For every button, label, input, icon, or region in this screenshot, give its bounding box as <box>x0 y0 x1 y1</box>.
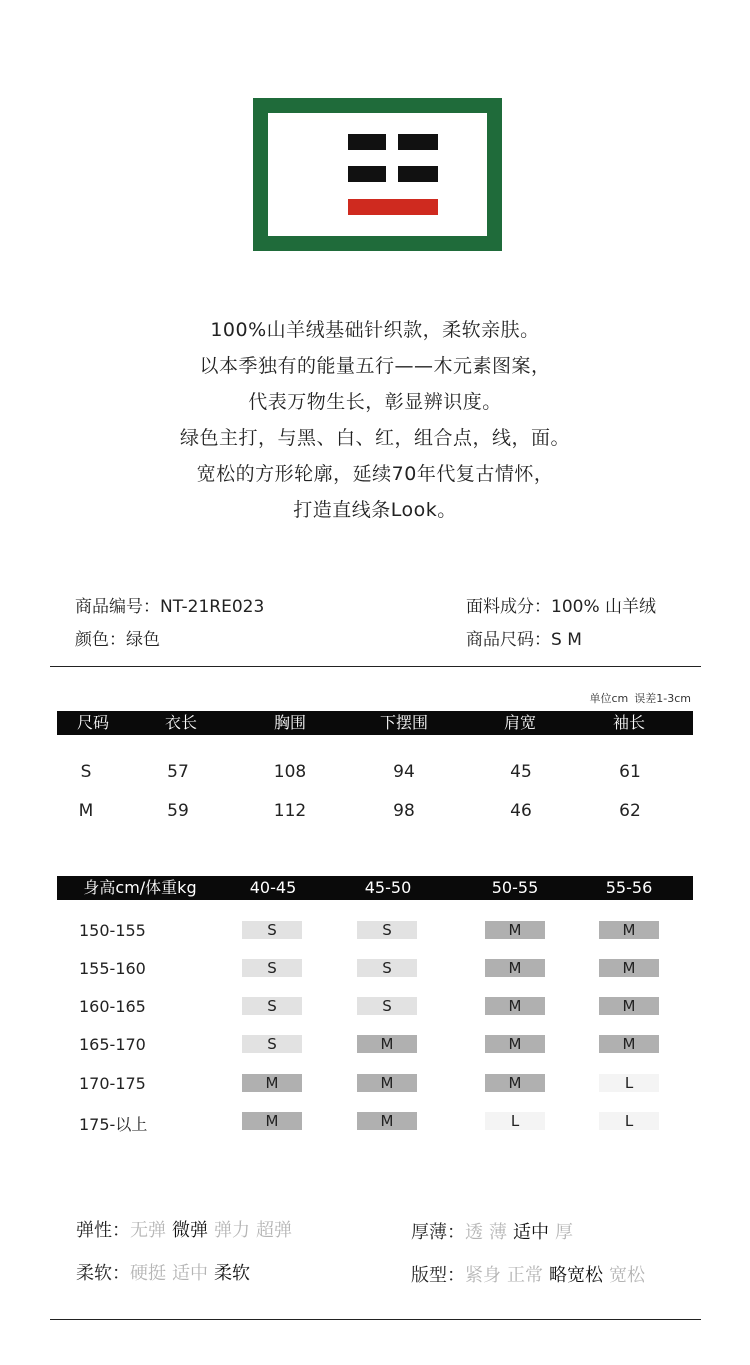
fit-attribute <box>411 1261 651 1287</box>
thickness-option: 透 <box>465 1222 483 1243</box>
fit-row-label: 165-170 <box>79 1035 146 1054</box>
fit-header-cell: 55-56 <box>605 878 653 897</box>
fit-row-label: 175-以上 <box>79 1115 148 1134</box>
size-cell: 57 <box>167 762 189 782</box>
fit-option: 紧身 <box>465 1265 501 1286</box>
product-code <box>75 592 264 617</box>
size-header-cell: 下摆围 <box>379 713 429 732</box>
logo-bar <box>398 166 438 182</box>
thickness-option: 薄 <box>489 1222 507 1243</box>
fit-size-cell: S <box>242 997 302 1015</box>
elasticity-label: 弹性： <box>76 1220 130 1241</box>
size-cell: 98 <box>393 801 415 821</box>
intro-line: 宽松的方形轮廓，延续70年代复古情怀， <box>196 463 554 485</box>
size-cell: 59 <box>167 801 189 821</box>
fit-header-cell: 身高cm/体重kg <box>83 878 197 897</box>
size-header-cell: 尺码 <box>76 713 110 732</box>
fit-size-cell: S <box>242 921 302 939</box>
fabric-label: 面料成分： <box>466 597 551 617</box>
fit-size-cell: M <box>485 1035 545 1053</box>
size-cell: 45 <box>510 762 532 782</box>
elasticity-attribute <box>76 1216 298 1242</box>
color-label: 颜色： <box>75 630 126 650</box>
bottom-divider <box>50 1319 701 1320</box>
fit-size-cell: M <box>485 921 545 939</box>
fit-size-cell: S <box>357 959 417 977</box>
fit-row-label: 160-165 <box>79 997 146 1016</box>
fit-size-cell: S <box>357 921 417 939</box>
sizes-label: 商品尺码： <box>466 630 551 650</box>
size-cell: 112 <box>273 801 307 821</box>
sizes-value: S M <box>551 630 582 650</box>
size-cell: S <box>80 762 92 782</box>
fit-size-cell: M <box>242 1112 302 1130</box>
size-header-cell: 胸围 <box>273 713 307 732</box>
fit-row-label: 150-155 <box>79 921 146 940</box>
softness-option: 柔软 <box>214 1263 250 1284</box>
fit-row-label: 155-160 <box>79 959 146 978</box>
intro-line: 绿色主打，与黑、白、红，组合点，线，面。 <box>179 427 570 449</box>
fit-size-cell: L <box>599 1112 659 1130</box>
product-sizes <box>466 625 582 650</box>
size-cell: M <box>78 801 94 821</box>
fit-size-cell: M <box>242 1074 302 1092</box>
fit-header-cell: 45-50 <box>364 878 412 897</box>
fit-size-cell: S <box>242 1035 302 1053</box>
intro-text <box>0 312 750 528</box>
intro-line: 打造直线条Look。 <box>293 499 457 521</box>
fit-size-cell: M <box>485 959 545 977</box>
fit-size-cell: M <box>599 1035 659 1053</box>
size-table-header <box>57 711 693 735</box>
fit-header-cell: 40-45 <box>249 878 297 897</box>
fit-table-header <box>57 876 693 900</box>
size-cell: 94 <box>393 762 415 782</box>
softness-attribute <box>76 1259 256 1285</box>
fit-size-cell: M <box>485 1074 545 1092</box>
intro-line: 100%山羊绒基础针织款，柔软亲肤。 <box>210 319 540 341</box>
unit-label: 单位cm <box>589 692 629 705</box>
fit-size-cell: M <box>485 997 545 1015</box>
softness-option: 硬挺 <box>130 1263 166 1284</box>
product-code-value: NT-21RE023 <box>160 597 265 617</box>
elasticity-option: 无弹 <box>130 1220 166 1241</box>
fit-label: 版型： <box>411 1265 465 1286</box>
softness-label: 柔软： <box>76 1263 130 1284</box>
divider <box>50 666 701 667</box>
size-cell: 108 <box>273 762 307 782</box>
fit-size-cell: M <box>599 921 659 939</box>
fit-size-cell: M <box>357 1112 417 1130</box>
logo-bar <box>348 134 386 150</box>
intro-line: 代表万物生长，彰显辨识度。 <box>248 391 502 413</box>
fit-size-cell: M <box>357 1035 417 1053</box>
size-cell: 62 <box>619 801 641 821</box>
logo-panel <box>268 113 487 236</box>
elasticity-option: 微弹 <box>172 1220 208 1241</box>
thickness-option: 适中 <box>513 1222 549 1243</box>
error-label: 误差1-3cm <box>634 692 691 705</box>
fit-option: 正常 <box>507 1265 543 1286</box>
fit-size-cell: M <box>357 1074 417 1092</box>
fit-size-cell: L <box>485 1112 545 1130</box>
fabric-value: 100% 山羊绒 <box>551 597 657 617</box>
size-header-cell: 衣长 <box>164 713 198 732</box>
elasticity-option: 超弹 <box>256 1220 292 1241</box>
product-color <box>75 625 160 650</box>
fabric-composition <box>466 592 656 617</box>
logo-bar <box>398 134 438 150</box>
fit-option: 略宽松 <box>549 1265 603 1286</box>
logo-red-bar <box>348 199 438 215</box>
fit-size-cell: S <box>357 997 417 1015</box>
elasticity-option: 弹力 <box>214 1220 250 1241</box>
size-cell: 46 <box>510 801 532 821</box>
fit-size-cell: L <box>599 1074 659 1092</box>
color-value: 绿色 <box>126 630 160 650</box>
size-header-cell: 袖长 <box>612 713 646 732</box>
fit-size-cell: M <box>599 997 659 1015</box>
fit-size-cell: S <box>242 959 302 977</box>
logo-bar <box>348 166 386 182</box>
fit-header-cell: 50-55 <box>491 878 539 897</box>
size-header-cell: 肩宽 <box>503 713 537 732</box>
product-code-label: 商品编号： <box>75 597 160 617</box>
fit-option: 宽松 <box>609 1265 645 1286</box>
fit-row-label: 170-175 <box>79 1074 146 1093</box>
thickness-option: 厚 <box>555 1222 573 1243</box>
size-cell: 61 <box>619 762 641 782</box>
intro-line: 以本季独有的能量五行——木元素图案， <box>199 355 551 377</box>
unit-note <box>590 690 692 706</box>
brand-logo <box>253 98 502 251</box>
softness-option: 适中 <box>172 1263 208 1284</box>
thickness-attribute <box>411 1218 579 1244</box>
fit-size-cell: M <box>599 959 659 977</box>
thickness-label: 厚薄： <box>411 1222 465 1243</box>
